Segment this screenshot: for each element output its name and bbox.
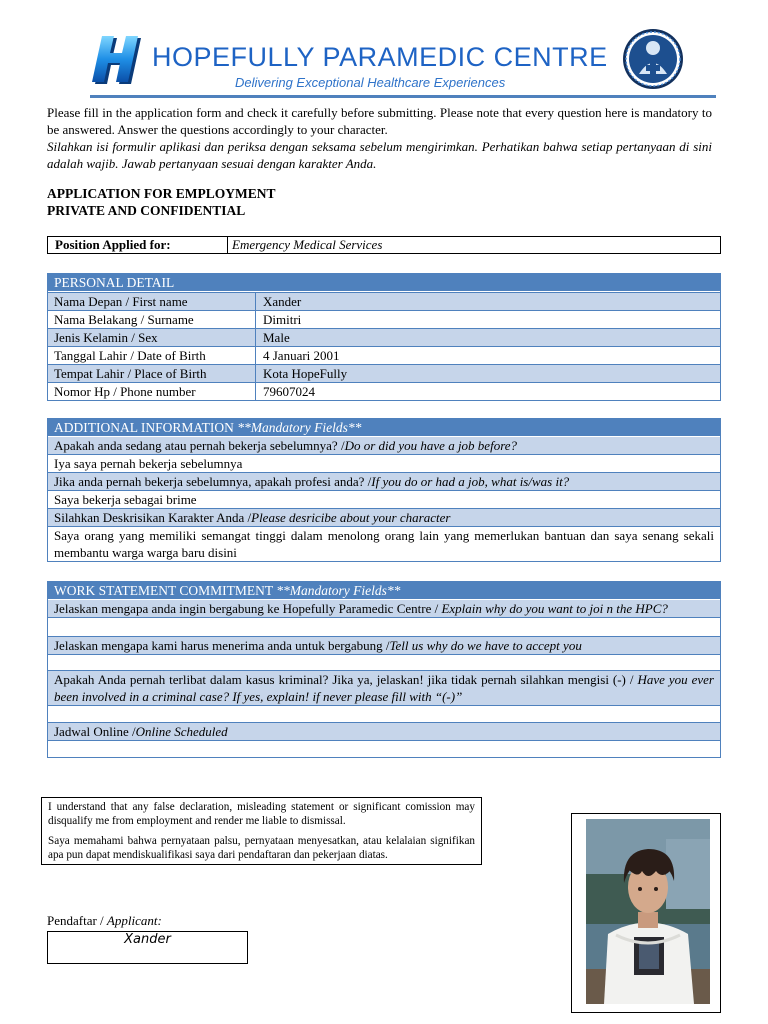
question-row: [48, 472, 720, 490]
first-name-value[interactable]: Xander: [263, 294, 302, 309]
h-letter-logo-icon: [90, 34, 146, 84]
position-applied-field: [47, 236, 721, 254]
position-label: Position Applied for:: [48, 237, 228, 253]
declaration-malay: Saya memahami bahwa pernyataan palsu, pernyataan menyesatkan, atau kelalaian signifikan apa pun dapat mendiskualifikasi saya dari pendaftaran dan pekerjaan diatas.: [48, 835, 475, 861]
answer-field[interactable]: Saya orang yang memiliki semangat tinggi dalam menolong orang lain yang memerlukan bantuan dan saya senang sekali membantu warga warga baru disini: [48, 526, 720, 561]
applicant-label: [47, 913, 162, 929]
table-row: [48, 310, 720, 328]
work-statement-heading: [48, 582, 720, 600]
question-text: Apakah Anda pernah terlibat dalam kasus kriminal? Jika ya, jelaskan! jika tidak pernah silahkan mengisi (-) /: [54, 672, 638, 687]
applicant-label-english: Applicant:: [106, 913, 162, 928]
row-label: Tempat Lahir / Place of Birth: [48, 365, 256, 382]
applicant-photo-frame: [571, 813, 721, 1013]
position-value[interactable]: Emergency Medical Services: [232, 237, 383, 252]
date-of-birth-value[interactable]: 4 Januari 2001: [263, 348, 340, 363]
answer-field[interactable]: Saya bekerja sebagai brime: [48, 490, 720, 508]
mandatory-note: **Mandatory Fields**: [276, 583, 401, 598]
question-text: Jelaskan mengapa anda ingin bergabung ke Hopefully Paramedic Centre /: [54, 601, 442, 616]
question-text: Silahkan Deskrisikan Karakter Anda /: [54, 510, 252, 525]
row-label: Nomor Hp / Phone number: [48, 383, 256, 400]
table-row: [48, 328, 720, 346]
table-row: [48, 382, 720, 400]
question-text-english: Have you ever been involved in a criminal case? If yes, explain! if never please fill with “(-)”: [54, 672, 714, 704]
declaration-english: I understand that any false declaration, misleading statement or significant comission may disqualify me from employment and render me liable to dismissal.: [48, 801, 475, 827]
table-row: [48, 292, 720, 310]
declaration-box: [41, 797, 482, 865]
answer-field[interactable]: [48, 654, 720, 670]
question-text: Jadwal Online /: [54, 724, 136, 739]
applicant-photo: [586, 819, 710, 1004]
additional-information-table: [47, 418, 721, 562]
row-label: Nama Depan / First name: [48, 293, 256, 310]
question-text-english: Please desricibe about your character: [251, 510, 451, 525]
question-text-english: Online Scheduled: [135, 724, 228, 739]
mandatory-note: **Mandatory Fields**: [237, 420, 362, 435]
question-row: [48, 437, 720, 454]
row-label: Nama Belakang / Surname: [48, 311, 256, 328]
table-row: [48, 364, 720, 382]
answer-field[interactable]: [48, 617, 720, 636]
additional-information-heading: [48, 419, 720, 437]
answer-field[interactable]: Iya saya pernah bekerja sebelumnya: [48, 454, 720, 472]
answer-field[interactable]: [48, 705, 720, 722]
place-of-birth-value[interactable]: Kota HopeFully: [263, 366, 348, 381]
medical-seal-icon: [622, 28, 684, 90]
question-row: [48, 508, 720, 526]
phone-number-value[interactable]: 79607024: [263, 384, 315, 399]
question-row: [48, 600, 720, 617]
form-title-line2: PRIVATE AND CONFIDENTIAL: [47, 203, 246, 218]
heading-text: WORK STATEMENT COMMITMENT: [54, 583, 277, 598]
question-row: [48, 636, 720, 654]
applicant-label-malay: Pendaftar /: [47, 913, 107, 928]
organization-title: HOPEFULLY PARAMEDIC CENTRE: [152, 42, 608, 72]
heading-text: ADDITIONAL INFORMATION: [54, 420, 238, 435]
row-label: Tanggal Lahir / Date of Birth: [48, 347, 256, 364]
instructions-english: Please fill in the application form and check it carefully before submitting. Please note that every question here is mandatory to be answered. Answer the questions accordingly to your character.: [47, 105, 712, 137]
answer-field[interactable]: [48, 740, 720, 757]
surname-value[interactable]: Dimitri: [263, 312, 302, 327]
personal-detail-heading: PERSONAL DETAIL: [48, 274, 720, 292]
form-title-line1: APPLICATION FOR EMPLOYMENT: [47, 186, 276, 201]
work-statement-table: [47, 581, 721, 758]
question-row: [48, 670, 720, 705]
question-text: Apakah anda sedang atau pernah bekerja sebelumnya? /: [54, 438, 345, 453]
row-label: Jenis Kelamin / Sex: [48, 329, 256, 346]
question-text: Jelaskan mengapa kami harus menerima anda untuk bergabung /: [54, 638, 390, 653]
instructions-malay: Silahkan isi formulir aplikasi dan periksa dengan seksama sebelum mengirimkan. Perhatikan bahwa setiap pertanyaan di sini adalah wajib. Jawab pertanyaan sesuai dengan karakter Anda.: [47, 139, 712, 171]
sex-value[interactable]: Male: [263, 330, 290, 345]
organization-tagline: Delivering Exceptional Healthcare Experiences: [235, 75, 506, 90]
question-row: [48, 722, 720, 740]
table-row: [48, 346, 720, 364]
instructions: [47, 104, 712, 172]
personal-detail-table: [47, 273, 721, 401]
form-title: [47, 185, 276, 219]
question-text-english: Tell us why do we have to accept you: [389, 638, 582, 653]
question-text-english: Do or did you have a job before?: [344, 438, 518, 453]
header-divider: [90, 95, 716, 98]
question-text-english: If you do or had a job, what is/was it?: [371, 474, 570, 489]
question-text: Jika anda pernah bekerja sebelumnya, apakah profesi anda? /: [54, 474, 372, 489]
applicant-signature-field[interactable]: Xander: [47, 931, 248, 964]
question-text-english: Explain why do you want to joi n the HPC?: [441, 601, 668, 616]
